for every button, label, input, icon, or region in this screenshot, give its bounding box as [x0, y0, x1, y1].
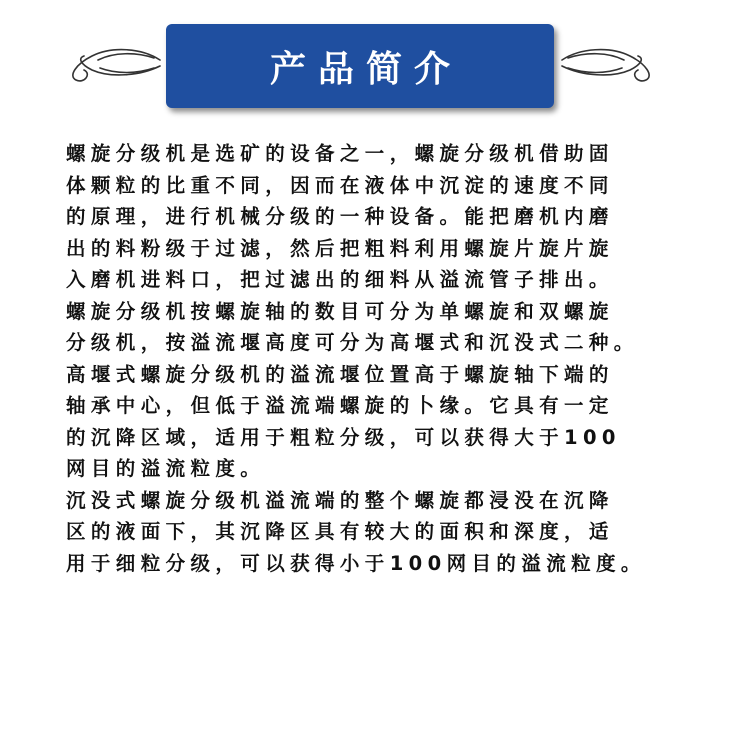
product-description [66, 138, 706, 579]
description-line: 用于细粒分级，可以获得小于100网目的溢流粒度。 [66, 551, 646, 575]
page-title: 产品简介 [269, 48, 462, 90]
swirl-ornament-icon [62, 38, 162, 88]
description-line: 螺旋分级机是选矿的设备之一，螺旋分级机借助固 [66, 142, 614, 165]
description-line: 出的料粉级于过滤，然后把粗料利用螺旋片旋片旋 [66, 236, 614, 260]
description-line: 区的液面下，其沉降区具有较大的面积和深度，适 [66, 520, 614, 543]
description-line: 网目的溢流粒度。 [66, 457, 266, 480]
description-line: 轴承中心，但低于溢流端螺旋的卜缘。它具有一定 [66, 394, 614, 417]
description-line: 沉没式螺旋分级机溢流端的整个螺旋都浸没在沉降 [66, 488, 614, 512]
description-line: 的原理，进行机械分级的一种设备。能把磨机内磨 [66, 205, 614, 228]
description-line: 入磨机进料口，把过滤出的细料从溢流管子排出。 [66, 268, 614, 291]
swirl-ornament-icon [560, 38, 660, 88]
title-banner [166, 24, 554, 108]
header [0, 0, 750, 120]
description-line: 体颗粒的比重不同，因而在液体中沉淀的速度不同 [66, 173, 614, 197]
description-line: 分级机，按溢流堰高度可分为高堰式和沉没式二种。 [66, 331, 639, 354]
description-line: 螺旋分级机按螺旋轴的数目可分为单螺旋和双螺旋 [66, 299, 614, 323]
description-line: 高堰式螺旋分级机的溢流堰位置高于螺旋轴下端的 [66, 362, 614, 386]
description-line: 的沉降区域，适用于粗粒分级，可以获得大于100 [66, 425, 621, 449]
